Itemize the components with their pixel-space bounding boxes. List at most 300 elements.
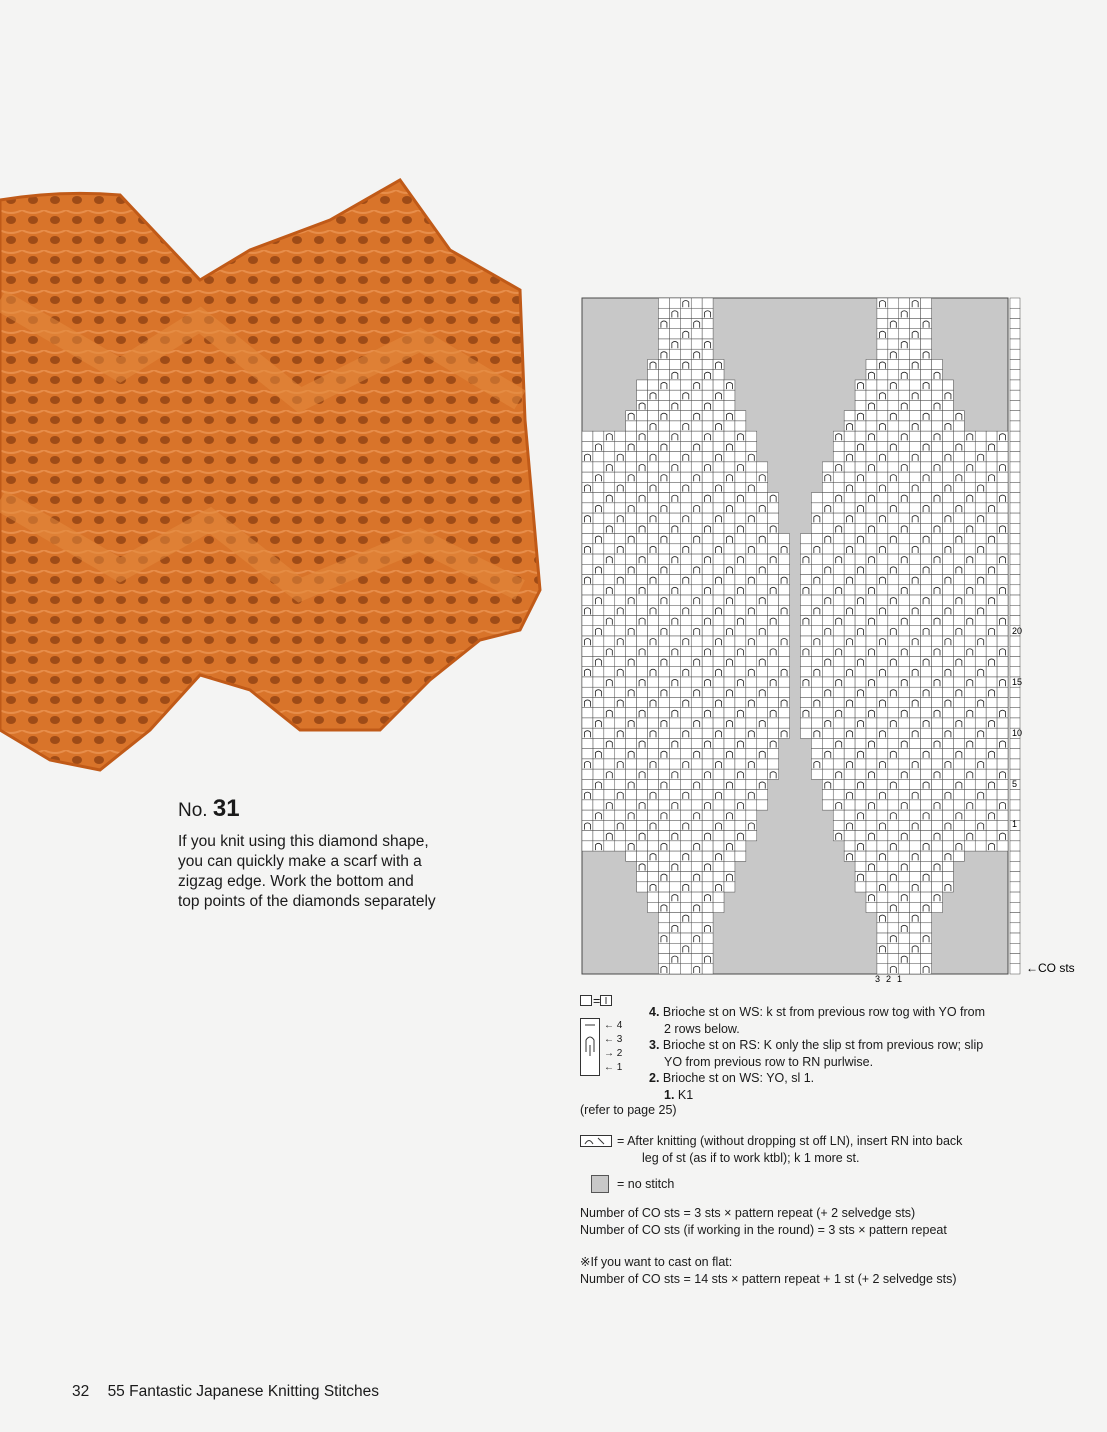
chart-cell — [921, 472, 932, 482]
chart-cell — [833, 820, 844, 830]
chart-cell — [757, 759, 768, 769]
chart-cell — [648, 421, 659, 431]
chart-cell — [877, 534, 888, 544]
chart-cell — [648, 523, 659, 533]
chart-cell — [735, 441, 746, 451]
chart-cell — [986, 493, 997, 503]
chart-cell — [866, 472, 877, 482]
chart-cell — [822, 616, 833, 626]
chart-cell — [724, 851, 735, 861]
chart-cell — [833, 759, 844, 769]
chart-cell — [658, 687, 669, 697]
chart-cell — [713, 718, 724, 728]
chart-cell — [986, 677, 997, 687]
chart-cell — [888, 728, 899, 738]
chart-cell — [626, 810, 637, 820]
chart-cell — [822, 626, 833, 636]
chart-cell — [964, 831, 975, 841]
chart-cell — [658, 779, 669, 789]
arrow-row-3: ← 3 — [604, 1034, 623, 1045]
chart-cell — [746, 554, 757, 564]
chart-cell — [855, 544, 866, 554]
chart-cell — [669, 585, 680, 595]
chart-cell — [746, 462, 757, 472]
chart-cell — [855, 493, 866, 503]
chart-cell — [691, 503, 702, 513]
chart-cell — [866, 390, 877, 400]
chart-cell — [702, 544, 713, 554]
chart-cell — [888, 431, 899, 441]
chart-cell — [648, 841, 659, 851]
chart-cell — [658, 636, 669, 646]
chart-cell — [669, 370, 680, 380]
chart-cell — [833, 605, 844, 615]
chart-cell — [899, 349, 910, 359]
chart-cell — [746, 800, 757, 810]
chart-cell — [648, 810, 659, 820]
chart-cell — [822, 769, 833, 779]
chart-cell — [658, 841, 669, 851]
chart-cell — [877, 923, 888, 933]
chart-cell — [811, 636, 822, 646]
chart-cell — [877, 441, 888, 451]
chart-cell — [910, 697, 921, 707]
chart-cell — [964, 482, 975, 492]
chart-cell — [626, 411, 637, 421]
chart-cell — [953, 810, 964, 820]
chart-cell — [637, 605, 648, 615]
chart-cell — [713, 513, 724, 523]
chart-cell — [932, 759, 943, 769]
chart-cell — [691, 564, 702, 574]
chart-cell — [888, 349, 899, 359]
chart-cell — [877, 493, 888, 503]
chart-cell — [768, 728, 779, 738]
chart-cell — [975, 708, 986, 718]
chart-cell — [932, 493, 943, 503]
chart-cell — [800, 554, 811, 564]
chart-cell — [604, 441, 615, 451]
chart-cell — [800, 585, 811, 595]
chart-cell — [746, 718, 757, 728]
chart-cell — [932, 790, 943, 800]
chart-cell — [899, 298, 910, 308]
chart-cell — [757, 636, 768, 646]
chart-cell — [975, 482, 986, 492]
chart-cell — [997, 790, 1008, 800]
chart-cell — [626, 493, 637, 503]
chart-cell — [593, 452, 604, 462]
chart-cell — [604, 503, 615, 513]
chart-cell — [626, 513, 637, 523]
chart-cell — [932, 636, 943, 646]
chart-cell — [724, 595, 735, 605]
chart-cell — [833, 493, 844, 503]
chart-cell — [899, 841, 910, 851]
chart-cell — [800, 667, 811, 677]
chart-cell — [669, 872, 680, 882]
chart-cell — [637, 861, 648, 871]
chart-cell — [648, 493, 659, 503]
chart-cell — [768, 749, 779, 759]
chart-cell — [964, 575, 975, 585]
chart-cell — [910, 380, 921, 390]
chart-cell — [626, 728, 637, 738]
chart-cell — [702, 738, 713, 748]
chart-cell — [844, 626, 855, 636]
chart-cell — [768, 523, 779, 533]
chart-cell — [648, 626, 659, 636]
chart-cell — [615, 656, 626, 666]
chart-cell — [899, 605, 910, 615]
stitch-number-3: 3 — [875, 974, 881, 984]
chart-cell — [724, 380, 735, 390]
chart-cell — [779, 534, 790, 544]
chart-cell — [582, 472, 593, 482]
chart-cell — [921, 359, 932, 369]
chart-cell — [811, 759, 822, 769]
chart-cell — [658, 820, 669, 830]
chart-cell — [866, 441, 877, 451]
chart-cell — [822, 544, 833, 554]
chart-cell — [779, 564, 790, 574]
chart-cell — [757, 646, 768, 656]
flat-cast-on-notes: ※If you want to cast on flat: Number of CO sts = 14 sts × pattern repeat + 1 st (+ 2 selvedge sts) — [580, 1255, 957, 1286]
chart-cell — [658, 616, 669, 626]
chart-cell — [604, 738, 615, 748]
chart-cell — [866, 667, 877, 677]
chart-cell — [822, 503, 833, 513]
row-counter-cell — [1010, 329, 1020, 339]
chart-cell — [746, 810, 757, 820]
chart-cell — [866, 564, 877, 574]
chart-cell — [626, 616, 637, 626]
chart-cell — [997, 779, 1008, 789]
chart-cell — [724, 626, 735, 636]
row-counter-cell — [1010, 441, 1020, 451]
pattern-number-prefix: No. — [178, 800, 208, 821]
chart-cell — [615, 585, 626, 595]
chart-cell — [658, 923, 669, 933]
chart-cell — [921, 462, 932, 472]
chart-cell — [691, 349, 702, 359]
chart-cell — [942, 472, 953, 482]
chart-cell — [921, 861, 932, 871]
chart-cell — [669, 636, 680, 646]
knitting-chart — [578, 294, 1078, 984]
chart-cell — [582, 626, 593, 636]
chart-cell — [713, 605, 724, 615]
chart-cell — [899, 318, 910, 328]
chart-cell — [658, 431, 669, 441]
pattern-description: If you knit using this diamond shape, you can quickly make a scarf with a zigzag edge. Work the bottom and top points of the diamonds separately — [178, 833, 436, 910]
chart-cell — [713, 534, 724, 544]
chart-cell — [932, 861, 943, 871]
chart-cell — [626, 749, 637, 759]
chart-cell — [975, 749, 986, 759]
chart-cell — [702, 298, 713, 308]
chart-cell — [713, 575, 724, 585]
chart-cell — [604, 616, 615, 626]
chart-cell — [899, 800, 910, 810]
chart-cell — [779, 544, 790, 554]
row-counter-cell — [1010, 697, 1020, 707]
chart-cell — [899, 964, 910, 974]
chart-cell — [855, 585, 866, 595]
chart-cell — [811, 738, 822, 748]
chart-cell — [658, 667, 669, 677]
chart-cell — [757, 728, 768, 738]
chart-cell — [953, 738, 964, 748]
chart-cell — [975, 728, 986, 738]
row-counter-cell — [1010, 411, 1020, 421]
chart-cell — [724, 400, 735, 410]
chart-cell — [680, 585, 691, 595]
chart-cell — [910, 933, 921, 943]
chart-cell — [702, 575, 713, 585]
chart-cell — [833, 585, 844, 595]
chart-cell — [680, 636, 691, 646]
chart-cell — [932, 544, 943, 554]
chart-cell — [910, 902, 921, 912]
chart-cell — [921, 892, 932, 902]
chart-cell — [975, 575, 986, 585]
chart-cell — [975, 616, 986, 626]
chart-cell — [669, 892, 680, 902]
row-counter-cell — [1010, 882, 1020, 892]
chart-cell — [986, 616, 997, 626]
chart-cell — [648, 872, 659, 882]
chart-cell — [768, 769, 779, 779]
chart-cell — [615, 523, 626, 533]
chart-cell — [866, 831, 877, 841]
chart-cell — [953, 564, 964, 574]
chart-cell — [691, 646, 702, 656]
chart-cell — [833, 738, 844, 748]
chart-cell — [658, 605, 669, 615]
chart-cell — [844, 779, 855, 789]
chart-cell — [691, 452, 702, 462]
chart-cell — [615, 441, 626, 451]
chart-cell — [942, 626, 953, 636]
chart-cell — [724, 656, 735, 666]
chart-cell — [997, 626, 1008, 636]
chart-cell — [582, 718, 593, 728]
chart-cell — [713, 452, 724, 462]
chart-cell — [637, 677, 648, 687]
chart-cell — [680, 339, 691, 349]
chart-cell — [615, 595, 626, 605]
chart-cell — [713, 892, 724, 902]
chart-cell — [637, 872, 648, 882]
chart-cell — [637, 636, 648, 646]
chart-cell — [877, 718, 888, 728]
chart-cell — [921, 503, 932, 513]
chart-cell — [669, 380, 680, 390]
chart-cell — [833, 452, 844, 462]
chart-cell — [964, 810, 975, 820]
chart-cell — [975, 677, 986, 687]
chart-cell — [833, 697, 844, 707]
chart-cell — [746, 708, 757, 718]
chart-cell — [626, 718, 637, 728]
chart-cell — [604, 482, 615, 492]
chart-cell — [724, 554, 735, 564]
chart-cell — [669, 605, 680, 615]
chart-cell — [942, 513, 953, 523]
chart-cell — [582, 738, 593, 748]
chart-cell — [888, 831, 899, 841]
chart-cell — [746, 677, 757, 687]
chart-cell — [669, 523, 680, 533]
chart-cell — [702, 390, 713, 400]
chart-cell — [648, 728, 659, 738]
chart-cell — [921, 872, 932, 882]
chart-cell — [910, 646, 921, 656]
chart-cell — [866, 462, 877, 472]
chart-cell — [921, 708, 932, 718]
chart-cell — [888, 554, 899, 564]
chart-cell — [757, 790, 768, 800]
chart-cell — [855, 646, 866, 656]
chart-cell — [637, 462, 648, 472]
chart-cell — [582, 790, 593, 800]
chart-cell — [626, 851, 637, 861]
chart-cell — [953, 441, 964, 451]
chart-cell — [702, 513, 713, 523]
chart-cell — [648, 861, 659, 871]
chart-cell — [648, 513, 659, 523]
chart-cell — [888, 390, 899, 400]
row-counter-cell — [1010, 667, 1020, 677]
chart-cell — [735, 452, 746, 462]
chart-cell — [910, 626, 921, 636]
row-counter-cell — [1010, 544, 1020, 554]
chart-cell — [637, 626, 648, 636]
chart-cell — [932, 359, 943, 369]
chart-cell — [658, 718, 669, 728]
chart-cell — [844, 831, 855, 841]
chart-cell — [800, 687, 811, 697]
chart-cell — [997, 513, 1008, 523]
chart-cell — [626, 656, 637, 666]
chart-cell — [691, 902, 702, 912]
chart-cell — [932, 575, 943, 585]
chart-cell — [833, 616, 844, 626]
chart-cell — [680, 677, 691, 687]
chart-cell — [691, 861, 702, 871]
chart-cell — [844, 431, 855, 441]
stitch-number-1: 1 — [897, 974, 903, 984]
chart-cell — [877, 851, 888, 861]
chart-cell — [921, 800, 932, 810]
chart-cell — [680, 841, 691, 851]
chart-cell — [964, 687, 975, 697]
chart-cell — [626, 441, 637, 451]
chart-cell — [975, 503, 986, 513]
chart-cell — [691, 308, 702, 318]
chart-cell — [953, 841, 964, 851]
chart-cell — [593, 575, 604, 585]
chart-cell — [669, 493, 680, 503]
chart-cell — [648, 370, 659, 380]
chart-cell — [724, 831, 735, 841]
chart-cell — [658, 646, 669, 656]
row-counter-cell — [1010, 534, 1020, 544]
chart-cell — [822, 749, 833, 759]
chart-cell — [746, 513, 757, 523]
chart-cell — [691, 656, 702, 666]
chart-cell — [986, 749, 997, 759]
chart-cell — [910, 779, 921, 789]
chart-cell — [855, 575, 866, 585]
chart-cell — [811, 554, 822, 564]
chart-cell — [932, 831, 943, 841]
chart-cell — [757, 616, 768, 626]
chart-cell — [724, 667, 735, 677]
row-counter-cell — [1010, 738, 1020, 748]
chart-cell — [866, 544, 877, 554]
chart-cell — [964, 738, 975, 748]
chart-cell — [724, 810, 735, 820]
chart-cell — [582, 616, 593, 626]
chart-cell — [833, 718, 844, 728]
step-line: 4. Brioche st on WS: k st from previous row tog with YO from — [649, 1005, 986, 1019]
chart-cell — [964, 759, 975, 769]
chart-cell — [658, 380, 669, 390]
chart-cell — [691, 575, 702, 585]
chart-cell — [702, 779, 713, 789]
chart-cell — [615, 831, 626, 841]
chart-cell — [615, 779, 626, 789]
row-counter-cell — [1010, 708, 1020, 718]
step-line: YO from previous row to RN purlwise. — [664, 1054, 874, 1069]
chart-cell — [626, 820, 637, 830]
chart-cell — [932, 534, 943, 544]
chart-cell — [811, 769, 822, 779]
chart-cell — [680, 718, 691, 728]
chart-cell — [899, 769, 910, 779]
chart-cell — [779, 687, 790, 697]
chart-cell — [604, 523, 615, 533]
chart-cell — [964, 728, 975, 738]
chart-cell — [604, 452, 615, 462]
chart-cell — [866, 431, 877, 441]
chart-cell — [669, 390, 680, 400]
chart-cell — [626, 831, 637, 841]
chart-cell — [997, 523, 1008, 533]
chart-cell — [648, 779, 659, 789]
chart-cell — [658, 697, 669, 707]
chart-cell — [626, 605, 637, 615]
chart-cell — [975, 431, 986, 441]
chart-cell — [877, 667, 888, 677]
chart-cell — [932, 820, 943, 830]
chart-cell — [615, 503, 626, 513]
chart-cell — [658, 493, 669, 503]
chart-cell — [648, 431, 659, 441]
chart-cell — [691, 892, 702, 902]
chart-cell — [582, 769, 593, 779]
chart-cell — [691, 298, 702, 308]
chart-cell — [691, 513, 702, 523]
chart-cell — [844, 728, 855, 738]
chart-cell — [691, 390, 702, 400]
chart-cell — [680, 318, 691, 328]
chart-cell — [910, 738, 921, 748]
chart-cell — [724, 759, 735, 769]
chart-cell — [691, 329, 702, 339]
